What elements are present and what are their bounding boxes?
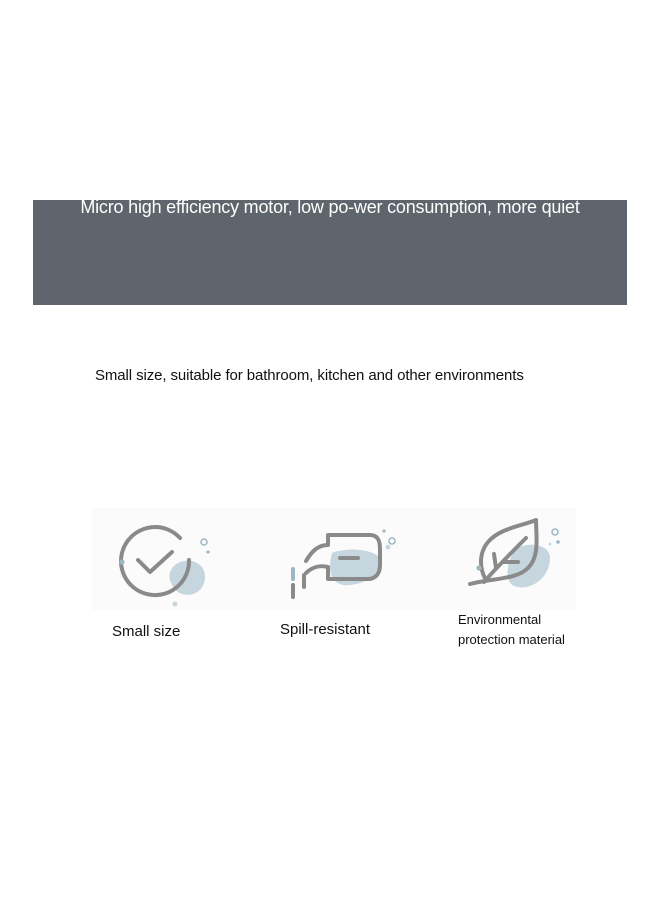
feature-label-environmental <box>458 610 565 650</box>
leaf-icon <box>466 518 566 598</box>
spill-resistant-icon <box>284 525 402 603</box>
feature-label-environmental-line1: Environmental <box>458 612 542 627</box>
banner-text: Micro high efficiency motor, low po-wer consumption, more quiet <box>80 197 580 217</box>
feature-label-small-size: Small size <box>112 623 181 640</box>
checkmark-circle-icon <box>112 518 216 610</box>
feature-label-spill-resistant: Spill-resistant <box>280 621 371 638</box>
feature-label-environmental-line2: protection material <box>458 632 565 647</box>
subtitle-text: Small size, suitable for bathroom, kitchen and other environments <box>95 367 524 384</box>
feature-banner <box>33 197 627 305</box>
